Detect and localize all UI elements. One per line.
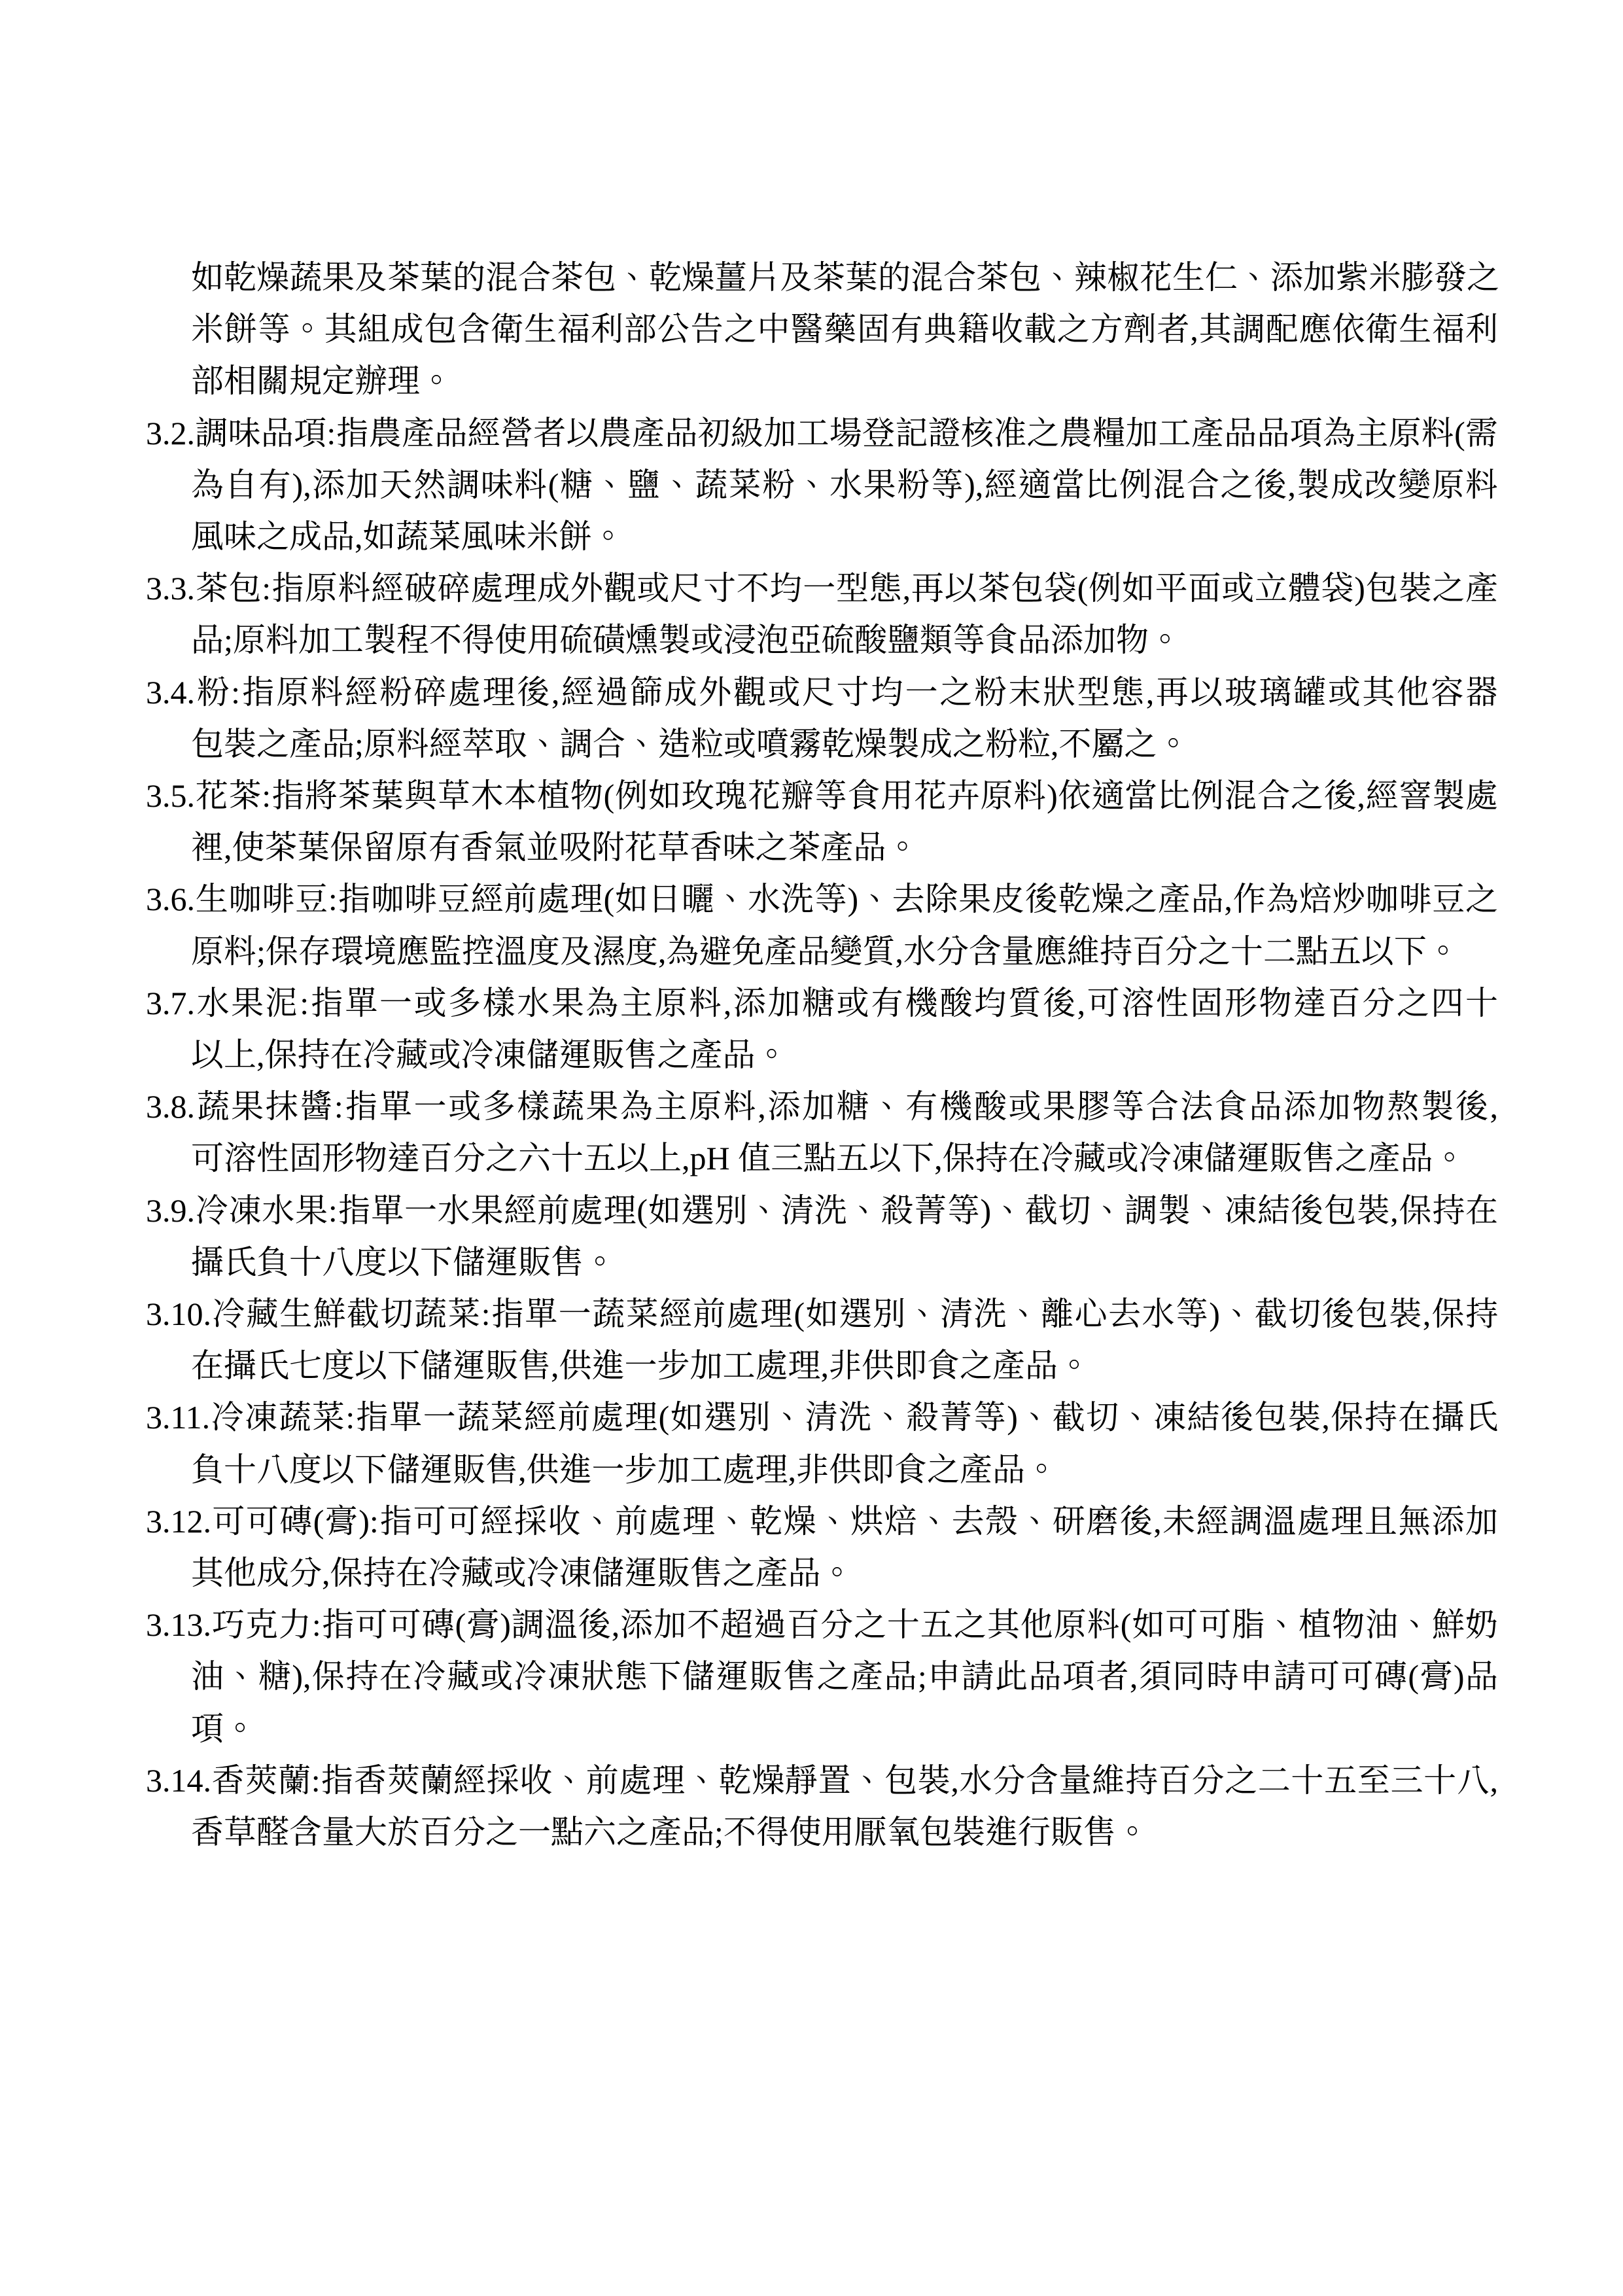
paragraph-3-8 (0, 1081, 1623, 1184)
text-line: 其他成分,保持在冷藏或冷凍儲運販售之產品。 (191, 1555, 854, 1592)
text-line: 3.6.生咖啡豆:指咖啡豆經前處理(如日曬、水洗等)、去除果皮後乾燥之產品,作為焙炒咖啡豆之 (146, 881, 1498, 918)
paragraph-3-11 (0, 1392, 1623, 1495)
text-line: 3.10.冷藏生鮮截切蔬菜:指單一蔬菜經前處理(如選別、清洗、離心去水等)、截切後包裝,保持 (146, 1296, 1498, 1333)
paragraph-3-1-continuation (0, 252, 1623, 408)
text-line: 3.14.香莢蘭:指香莢蘭經採收、前處理、乾燥靜置、包裝,水分含量維持百分之二十五至三十八, (146, 1761, 1498, 1799)
text-line: 3.7.水果泥:指單一或多樣水果為主原料,添加糖或有機酸均質後,可溶性固形物達百分之四十 (146, 984, 1498, 1021)
text-line: 3.2.調味品項:指農產品經營者以農產品初級加工場登記證核准之農糧加工產品品項為主原料(需 (146, 414, 1498, 451)
text-line: 油、糖),保持在冷藏或冷凍狀態下儲運販售之產品;申請此品項者,須同時申請可可磚(膏)品 (191, 1658, 1498, 1695)
paragraph-3-5 (0, 770, 1623, 874)
paragraph-3-13 (0, 1599, 1623, 1755)
text-line: 攝氏負十八度以下儲運販售。 (191, 1243, 616, 1280)
text-line: 包裝之產品;原料經萃取、調合、造粒或噴霧乾燥製成之粉粒,不屬之。 (191, 725, 1190, 762)
paragraph-3-4 (0, 667, 1623, 770)
text-line: 以上,保持在冷藏或冷凍儲運販售之產品。 (191, 1036, 788, 1074)
text-line: 如乾燥蔬果及茶葉的混合茶包、乾燥薑片及茶葉的混合茶包、辣椒花生仁、添加紫米膨發之 (191, 259, 1499, 296)
text-line: 米餅等。其組成包含衛生福利部公告之中醫藥固有典籍收載之方劑者,其調配應依衛生福利 (191, 311, 1498, 348)
text-line: 品;原料加工製程不得使用硫磺燻製或浸泡亞硫酸鹽類等食品添加物。 (191, 622, 1181, 659)
text-line: 3.8.蔬果抹醬:指單一或多樣蔬果為主原料,添加糖、有機酸或果膠等合法食品添加物熬製後, (146, 1088, 1498, 1125)
text-line: 負十八度以下儲運販售,供進一步加工處理,非供即食之產品。 (191, 1451, 1058, 1488)
paragraph-3-7 (0, 978, 1623, 1081)
text-line: 項。 (191, 1710, 256, 1747)
text-line: 風味之成品,如蔬菜風味米餅。 (191, 518, 625, 556)
paragraph-3-6 (0, 874, 1623, 977)
text-line: 3.4.粉:指原料經粉碎處理後,經過篩成外觀或尺寸均一之粉末狀型態,再以玻璃罐或其他容器 (146, 673, 1498, 711)
paragraph-3-14 (0, 1755, 1623, 1858)
text-line: 部相關規定辦理。 (191, 362, 453, 400)
text-line: 3.12.可可磚(膏):指可可經採收、前處理、乾燥、烘焙、去殼、研磨後,未經調溫處理且無添加 (146, 1502, 1498, 1540)
text-line: 3.9.冷凍水果:指單一水果經前處理(如選別、清洗、殺菁等)、截切、調製、凍結後包裝,保持在 (146, 1192, 1498, 1229)
text-line: 可溶性固形物達百分之六十五以上,pH 值三點五以下,保持在冷藏或冷凍儲運販售之產品。 (191, 1140, 1466, 1177)
text-line: 裡,使茶葉保留原有香氣並吸附花草香味之茶產品。 (191, 829, 919, 866)
paragraph-3-3 (0, 563, 1623, 666)
paragraph-3-10 (0, 1288, 1623, 1392)
text-line: 香草醛含量大於百分之一點六之產品;不得使用厭氧包裝進行販售。 (191, 1814, 1149, 1851)
text-line: 3.11.冷凍蔬菜:指單一蔬菜經前處理(如選別、清洗、殺菁等)、截切、凍結後包裝,保持在攝氏 (146, 1399, 1498, 1436)
paragraph-3-2 (0, 408, 1623, 563)
paragraph-3-12 (0, 1496, 1623, 1599)
text-line: 為自有),添加天然調味料(糖、鹽、蔬菜粉、水果粉等),經適當比例混合之後,製成改變原料 (191, 466, 1498, 503)
text-line: 在攝氏七度以下儲運販售,供進一步加工處理,非供即食之產品。 (191, 1347, 1091, 1385)
text-line: 原料;保存環境應監控溫度及濕度,為避免產品變質,水分含量應維持百分之十二點五以下。 (191, 932, 1459, 970)
paragraph-3-9 (0, 1185, 1623, 1288)
text-line: 3.13.巧克力:指可可磚(膏)調溫後,添加不超過百分之十五之其他原料(如可可脂、植物油、鮮奶 (146, 1606, 1498, 1644)
text-line: 3.3.茶包:指原料經破碎處理成外觀或尺寸不均一型態,再以茶包袋(例如平面或立體袋)包裝之產 (146, 570, 1498, 607)
text-line: 3.5.花茶:指將茶葉與草木本植物(例如玫瑰花瓣等食用花卉原料)依適當比例混合之後,經窨製處 (146, 777, 1498, 815)
